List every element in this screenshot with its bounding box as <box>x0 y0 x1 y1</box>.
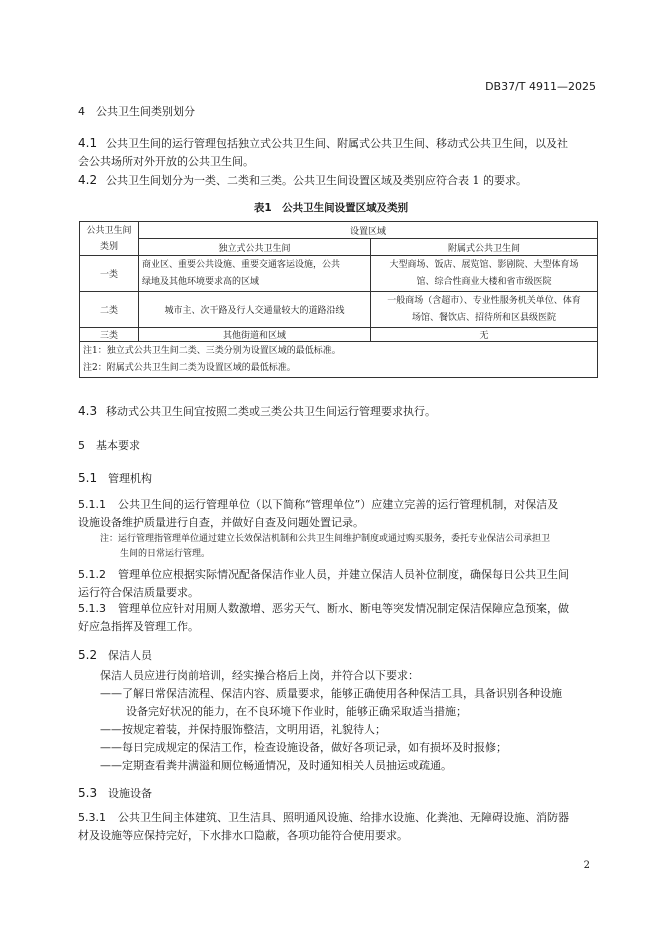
section-title: 保洁人员 <box>108 649 152 662</box>
table-cell: 大型商场、饭店、展览馆、影剧院、大型体育场 馆、综合性商业大楼和省市级医院 <box>371 256 598 292</box>
section-title: 基本要求 <box>96 439 140 452</box>
section-4-heading <box>78 103 195 119</box>
page-number: 2 <box>583 860 590 871</box>
clause-5-2-body <box>100 667 600 775</box>
clause-4-2 <box>78 171 598 190</box>
section-title: 公共卫生间类别划分 <box>96 105 195 118</box>
clause-text: 公共卫生间的运行管理单位（以下简称“管理单位”）应建立完善的运行管理机制，对保洁及 <box>118 498 559 511</box>
section-number: 5.2 <box>78 648 98 662</box>
table-cell: 一类 <box>80 256 139 292</box>
clause-text: 公共卫生间的运行管理包括独立式公共卫生间、附属式公共卫生间、移动式公共卫生间，以及社 <box>106 137 568 150</box>
table-row <box>80 328 598 342</box>
section-number: 5.3 <box>78 786 98 800</box>
clause-text: 移动式公共卫生间宜按照二类或三类公共卫生间运行管理要求执行。 <box>106 405 436 418</box>
area-category-table <box>79 221 598 378</box>
clause-number: 5.3.1 <box>78 811 106 824</box>
clause-5-1-2 <box>78 566 598 602</box>
list-item: ——了解日常保洁流程、保洁内容、质量要求，能够正确使用各种保洁工具，具备识别各种设施 <box>100 687 562 700</box>
clause-number: 4.2 <box>78 173 98 187</box>
table-cell: 三类 <box>80 328 139 342</box>
section-title: 管理机构 <box>108 472 152 485</box>
table-cell: 商业区、重要公共设施、重要交通客运设施，公共 绿地及其他环境要求高的区域 <box>139 256 371 292</box>
clause-number: 5.1.2 <box>78 568 106 581</box>
clause-number: 4.1 <box>78 136 98 150</box>
section-title: 设施设备 <box>108 787 152 800</box>
clause-text: 好应急指挥及管理工作。 <box>78 620 199 633</box>
table-head-independent: 独立式公共卫生间 <box>139 239 371 256</box>
clause-text: 公共卫生间主体建筑、卫生洁具、照明通风设施、给排水设施、化粪池、无障碍设施、消防器 <box>118 811 569 824</box>
table-cell: 一般商场（含超市）、专业性服务机关单位、体育 场馆、餐饮店、招待所和区县级医院 <box>371 292 598 328</box>
section-number: 5.1 <box>78 471 98 485</box>
clause-5-1-1 <box>78 496 598 532</box>
clause-4-3 <box>78 402 598 421</box>
paragraph: 保洁人员应进行岗前培训，经实操合格后上岗，并符合以下要求： <box>100 669 419 682</box>
table-row <box>80 292 598 328</box>
table-notes <box>80 342 598 378</box>
table-note: 注2：附属式公共卫生间二类为设置区域的最低标准。 <box>83 362 296 373</box>
table-note: 注1：独立式公共卫生间二类、三类分别为设置区域的最低标准。 <box>83 345 341 356</box>
clause-5-3-1 <box>78 809 598 845</box>
section-number: 5 <box>78 439 85 452</box>
table-head-category: 公共卫生间 类别 <box>80 222 139 256</box>
clause-number: 5.1.3 <box>78 602 106 615</box>
clause-text: 管理单位应根据实际情况配备保洁作业人员，并建立保洁人员补位制度，确保每日公共卫生间 <box>118 568 569 581</box>
note-text: 生间的日常运行管理。 <box>120 549 211 559</box>
list-item-continuation: 设备完好状况的能力，在不良环境下作业时，能够正确采取适当措施； <box>126 705 467 718</box>
table-cell: 二类 <box>80 292 139 328</box>
clause-number: 5.1.1 <box>78 498 106 511</box>
list-item: ——每日完成规定的保洁工作，检查设施设备，做好各项记录，如有损坏及时报修； <box>100 741 507 754</box>
table-head-area: 设置区域 <box>139 222 598 239</box>
table-notes-row <box>80 342 598 378</box>
table-cell: 无 <box>371 328 598 342</box>
note-text: 运行管理指管理单位通过建立长效保洁机制和公共卫生间维护制度或通过购买服务，委托专业保洁公司承担卫 <box>118 534 551 544</box>
section-number: 4 <box>78 105 85 118</box>
clause-text: 材及设施等应保持完好，下水排水口隐蔽，各项功能符合使用要求。 <box>78 829 408 842</box>
section-5-heading <box>78 437 140 453</box>
list-item: ——定期查看粪井满溢和厕位畅通情况，及时通知相关人员抽运或疏通。 <box>100 759 452 772</box>
table-caption: 表1 公共卫生间设置区域及类别 <box>253 202 409 214</box>
clause-text: 运行符合保洁质量要求。 <box>78 586 199 599</box>
clause-note <box>100 532 600 562</box>
table-row <box>80 256 598 292</box>
clause-text: 公共卫生间划分为一类、二类和三类。公共卫生间设置区域及类别应符合表 1 的要求。 <box>106 174 527 187</box>
section-5-2-heading <box>78 647 152 663</box>
note-label: 注： <box>100 534 119 544</box>
document-code: DB37/T 4911—2025 <box>485 80 596 93</box>
clause-text: 会公共场所对外开放的公共卫生间。 <box>78 155 254 168</box>
clause-4-1 <box>78 134 598 171</box>
clause-5-1-3 <box>78 600 598 636</box>
section-5-1-heading <box>78 470 152 486</box>
section-5-3-heading <box>78 785 152 801</box>
clause-number: 4.3 <box>78 404 98 418</box>
table-head-attached: 附属式公共卫生间 <box>371 239 598 256</box>
clause-text: 管理单位应针对用厕人数激增、恶劣天气、断水、断电等突发情况制定保洁保障应急预案，做 <box>118 602 569 615</box>
table-cell: 其他街道和区域 <box>139 328 371 342</box>
list-item: ——按规定着装，并保持服饰整洁，文明用语，礼貌待人； <box>100 723 386 736</box>
table-cell: 城市主、次干路及行人交通量较大的道路沿线 <box>139 292 371 328</box>
clause-text: 设施设备维护质量进行自查，并做好自查及问题处置记录。 <box>78 516 364 529</box>
